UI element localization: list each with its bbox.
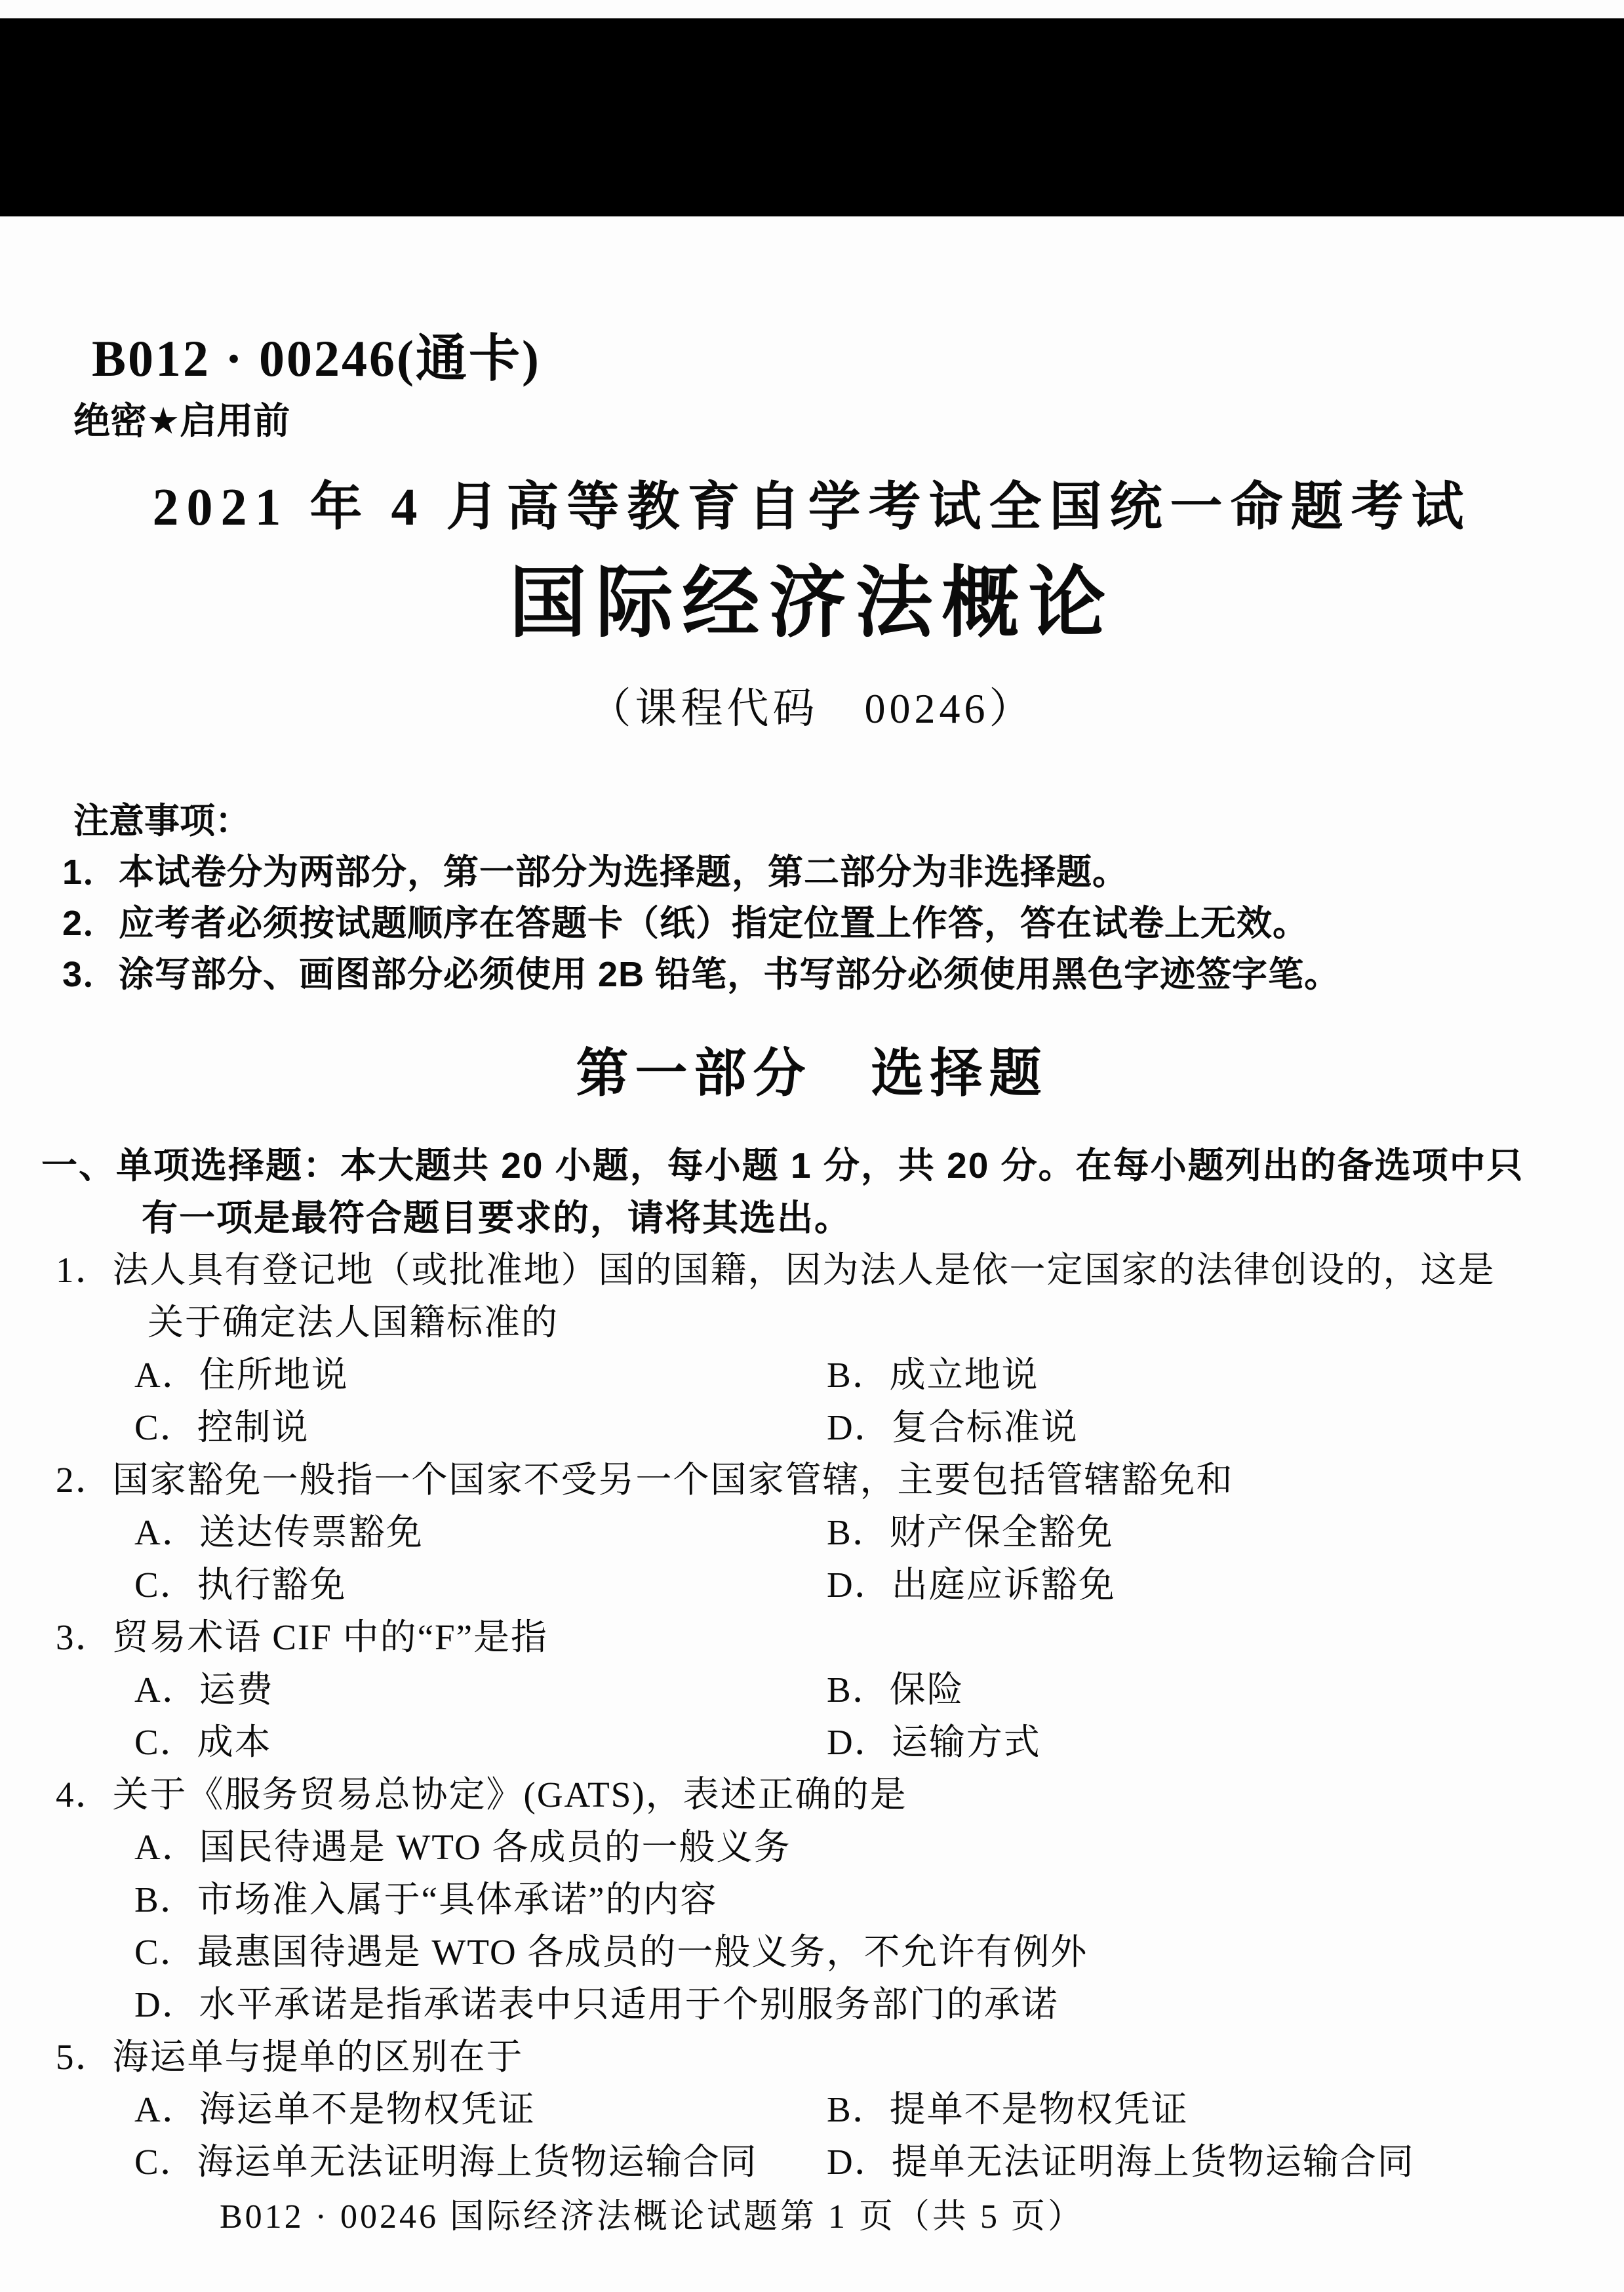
option-row	[134, 1716, 1532, 1769]
option-label: D．水平承诺是指承诺表中只适用于个别服务部门的承诺	[134, 1984, 1059, 2024]
option-label: C．最惠国待遇是 WTO 各成员的一般义务，不允许有例外	[134, 1931, 1088, 1972]
option-label: D．运输方式	[827, 1721, 1041, 1762]
page-footer: B012 · 00246 国际经济法概论试题第 1 页（共 5 页）	[220, 2198, 1085, 2236]
scan-artifact-bar	[0, 18, 1624, 216]
question-options	[134, 1821, 1532, 2031]
option-label: C．海运单无法证明海上货物运输合同	[134, 2141, 758, 2182]
notice-heading: 注意事项：	[73, 801, 250, 841]
question-options	[134, 1664, 1532, 1769]
option-label: D．出庭应诉豁免	[827, 1564, 1116, 1605]
section-intro: 一、单项选择题：本大题共 20 小题，每小题 1 分，共 20 分。在每小题列出的备选项中只有一项是最符合题目要求的，请将其选出。	[41, 1144, 1524, 1238]
option-label: C．执行豁免	[134, 1564, 347, 1605]
notice-item: 2．应考者必须按试题顺序在答题卡（纸）指定位置上作答，答在试卷上无效。	[62, 903, 1309, 943]
question-options	[134, 1506, 1532, 1611]
option-label: B．提单不是物权凭证	[827, 2089, 1189, 2129]
option-row	[134, 1874, 1532, 1926]
option-row	[134, 1926, 1532, 1979]
question-stem: 3．贸易术语 CIF 中的“F”是指	[56, 1617, 549, 1657]
option-label: D．提单无法证明海上货物运输合同	[827, 2141, 1415, 2182]
question-list	[56, 1244, 1532, 2188]
question-options	[134, 1349, 1532, 1454]
question	[56, 2031, 1532, 2188]
paper-title: 国际经济法概论	[509, 561, 1115, 647]
question	[56, 1611, 1532, 1769]
option-label: A．送达传票豁免	[134, 1512, 424, 1552]
question-stem: 2．国家豁免一般指一个国家不受另一个国家管辖，主要包括管辖豁免和	[56, 1459, 1234, 1500]
option-label: A．住所地说	[134, 1354, 349, 1395]
question	[56, 1769, 1532, 2031]
question-stem: 5．海运单与提单的区别在于	[56, 2036, 524, 2077]
notice-items	[62, 847, 1532, 1000]
option-label: A．海运单不是物权凭证	[134, 2089, 536, 2129]
option-label: B．财产保全豁免	[827, 1512, 1114, 1552]
option-label: C．控制说	[134, 1407, 309, 1447]
option-row	[134, 1401, 1532, 1454]
question-stem: 1．法人具有登记地（或批准地）国的国籍，因为法人是依一定国家的法律创设的，这是关于确定法人国籍标准的	[56, 1249, 1495, 1342]
secrecy-label: 绝密★启用前	[73, 400, 290, 441]
doc-code: B012 · 00246(通卡)	[92, 330, 541, 387]
option-label: B．成立地说	[827, 1354, 1039, 1395]
option-label: D．复合标准说	[827, 1407, 1079, 1447]
course-code: （课程代码 00246）	[589, 685, 1035, 733]
option-row	[134, 1979, 1532, 2031]
notice-item: 3．涂写部分、画图部分必须使用 2B 铅笔，书写部分必须使用黑色字迹签字笔。	[62, 954, 1341, 994]
exam-session-title: 2021 年 4 月高等教育自学考试全国统一命题考试	[152, 479, 1472, 537]
option-row	[134, 2136, 1532, 2188]
option-row	[134, 1559, 1532, 1611]
part-heading: 第一部分 选择题	[576, 1043, 1048, 1102]
option-row	[134, 2083, 1532, 2136]
question	[56, 1454, 1532, 1611]
option-label: B．保险	[827, 1669, 964, 1710]
option-label: B．市场准入属于“具体承诺”的内容	[134, 1879, 718, 1920]
option-row	[134, 1506, 1532, 1559]
notice-item: 1．本试卷分为两部分，第一部分为选择题，第二部分为非选择题。	[62, 852, 1129, 892]
notice-section	[62, 795, 1532, 1000]
option-label: A．国民待遇是 WTO 各成员的一般义务	[134, 1826, 791, 1867]
option-label: A．运费	[134, 1669, 274, 1710]
question-options	[134, 2083, 1532, 2188]
option-row	[134, 1349, 1532, 1401]
option-row	[134, 1821, 1532, 1874]
question-stem: 4．关于《服务贸易总协定》(GATS)，表述正确的是	[56, 1774, 907, 1815]
option-row	[134, 1664, 1532, 1716]
option-label: C．成本	[134, 1721, 272, 1762]
question	[56, 1244, 1532, 1454]
